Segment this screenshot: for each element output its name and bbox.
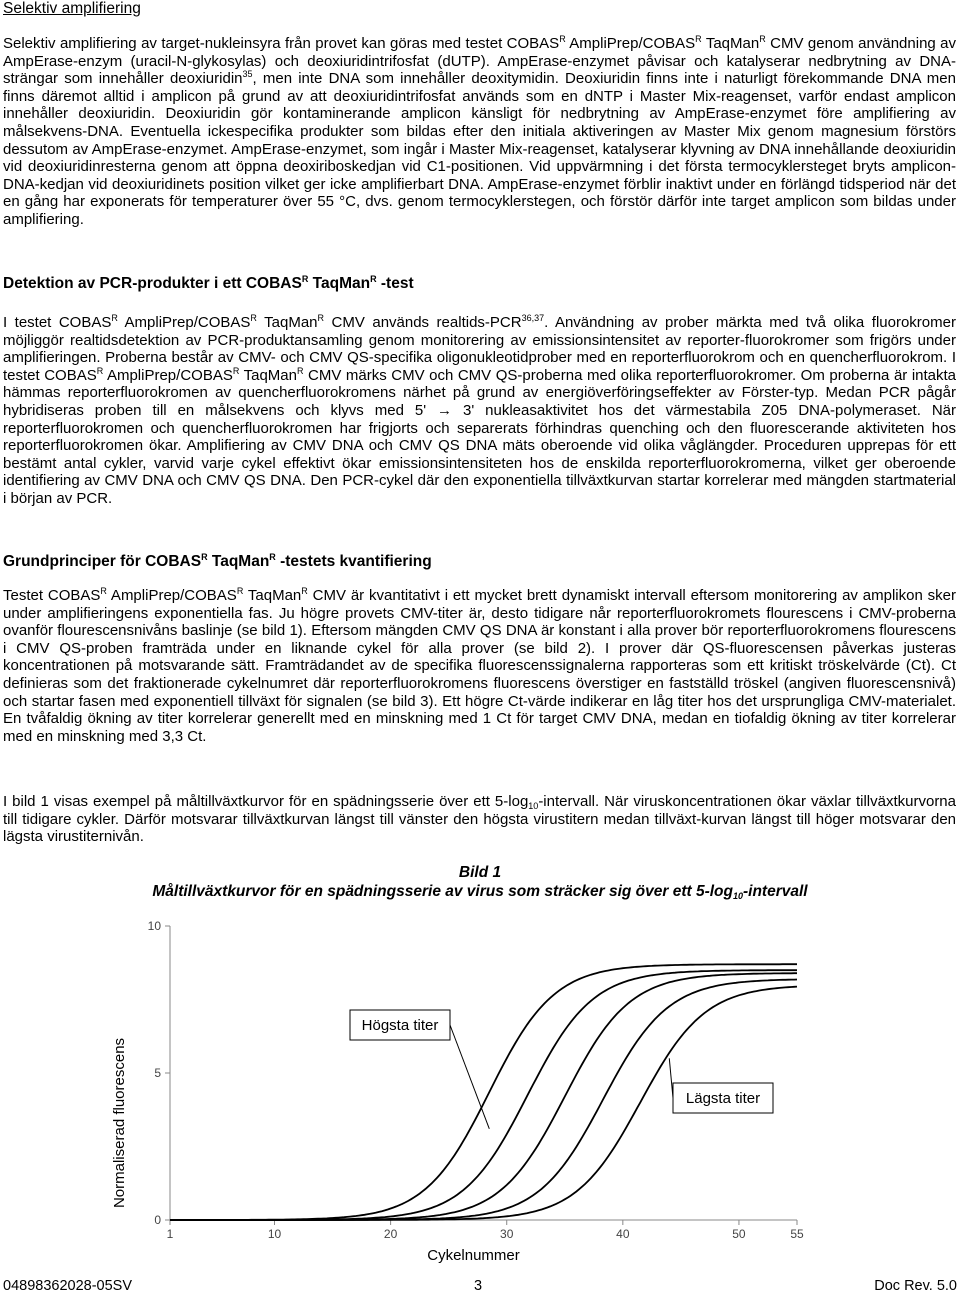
x-tick-label: 40 xyxy=(616,1227,630,1241)
figure-caption: Måltillväxtkurvor för en spädningsserie av virus som sträcker sig över ett $5-\log_{10}$-intervall xyxy=(152,883,808,901)
x-tick-label: 55 xyxy=(790,1227,804,1241)
growth-curve-chart xyxy=(0,910,960,1270)
arrow-icon: → xyxy=(437,401,453,419)
x-tick-label: 20 xyxy=(383,1227,398,1241)
footer-page-number: 3 xyxy=(474,1278,483,1294)
x-tick-label: 50 xyxy=(732,1227,746,1241)
annotation-leader-1 xyxy=(450,1025,489,1129)
x-tick-label: 30 xyxy=(500,1227,514,1241)
annotation-label-1: Högsta titer xyxy=(361,1017,439,1034)
x-tick-label: 10 xyxy=(267,1227,282,1241)
annotation-label-2: Lägsta titer xyxy=(685,1090,761,1107)
y-tick-label: 10 xyxy=(147,919,161,933)
paragraph-selective-amplification: Selektiv amplifiering av target-nukleinsyra från provet kan göras med testet $COBAS^R$ AmpliPrep/$COBAS^R$ TaqMan$^R$ CMV genom användning av AmpErase-enzym (uracil-N-glykosylas) och deoxiuridintrifosfat (dUTP). AmpErase-enzymet påvisar och katalyserar nedbrytning av DNA-strängar som innehåller deoxiuridin$^{35}$, men inte DNA som innehåller deoxitymidin. Deoxiuridin finns inte i naturligt förekommande DNA men finns däremot alltid i amplicon på grund av att deoxiuridintrifosfat används som en dNTP i Master Mix-reagenset, varför endast amplicon innehåller deoxiuridin. Deoxiuridin gör kontaminerande amplicon känsligt för nedbrytning av AmpErase-enzymet före amplifiering av målsekvens-DNA. Eventuella ickespecifika produkter som bildas efter den initiala aktiveringen av Master Mix genom magnesium förstörs dessutom av AmpErase-enzymet. AmpErase-enzymet, som ingår i Master Mix-reagenset, katalyserar klyvning av DNA innehållande deoxiuridin vid deoxiuridinresterna genom att öppna deoxiriboskedjan vid C1-positionen. Vid uppvärmning i det första termocyklersteget bryts amplicon-DNA-kedjan vid deoxiuridinets position vilket ger icke amplifierbart DNA. AmpErase-enzymet förblir inaktivt under en förlängd tidsperiod när det en gång har exponerats för temperaturer över 55 °C, dvs. genom termocyklerstegen, och förstör därför inte target amplicon som bildas under amplifiering. xyxy=(3,34,957,228)
footer-revision: Doc Rev. 5.0 xyxy=(874,1278,957,1294)
x-tick-label: 1 xyxy=(166,1227,174,1241)
y-tick-label: 5 xyxy=(154,1066,161,1080)
paragraph-figure-intro: I bild 1 visas exempel på måltillväxtkurvor för en spädningsserie över ett $5-\log_{10}$-intervall. När viruskoncentrationen ökar växlar tillväxtkurvorna till tidigare cykler. Därför motsvarar tillväxtkurvan längst till vänster den högsta virustitern medan tillväxt-kurvan längst till höger motsvarar den lägsta virustiternivån. xyxy=(3,793,956,846)
figure-label: Bild 1 xyxy=(458,864,502,881)
section-header: Selektiv amplifiering xyxy=(3,0,141,17)
footer-doc-number: 04898362028-05SV xyxy=(3,1278,133,1294)
paragraph-quantification: Testet $COBAS^R$ AmpliPrep/$COBAS^R$ TaqMan$^R$ CMV är kvantitativt i ett mycket brett dynamiskt intervall eftersom monitorering av amplikon sker under amplifieringens exponentiella fas. Ju högre provets CMV-titer är, desto tidigare når reporterfluorokromets flourescens i CMV-proberna ovanför flourescensnivåns baslinje (se bild 1). Eftersom mängden CMV QS DNA är konstant i alla prover bör reporterfluorokromens flourescens i CMV QS-proben framträda under en liknande cykel för alla prover (se bild 2). I prover där QS-fluorescensen påverkas justeras koncentrationen på motsvarande sätt. Framträdandet av de specifika fluorescenssignalerna rapporteras som ett kritiskt tröskelvärde (Ct). Ct definieras som det fraktionerade cykelnumret där reporterfluorokromens fluorescens överstiger en fastställd tröskel (angiven fluorescensnivå) och startar fasen med exponentiell tillväxt för signalen (se bild 3). Ett högre Ct-värde indikerar en låg titer hos det ursprungliga CMV-materialet. En tvåfaldig ökning av titer korrelerar generellt med en minskning med 1 Ct för target CMV DNA, medan en tiofaldig ökning av titer korrelerar med en minskning med 3,3 Ct. xyxy=(3,586,956,745)
heading-quantification: Grundprinciper för $COBAS^R$ TaqMan$^R$ -testets kvantifiering xyxy=(3,552,432,570)
y-axis-label: Normaliserad fluorescens xyxy=(111,1037,128,1209)
annotation-leader-2 xyxy=(669,1058,673,1098)
heading-pcr-detection: Detektion av PCR-produkter i ett $COBAS^R$ TaqMan$^R$ -test xyxy=(3,274,414,292)
y-tick-label: 0 xyxy=(154,1213,161,1227)
x-axis-label: Cykelnummer xyxy=(427,1247,520,1264)
paragraph-pcr-detection: I testet $COBAS^R$ AmpliPrep/$COBAS^R$ TaqMan$^R$ CMV används realtids-PCR$^{36,37}$. Användning av prober märkta med två olika fluorokromer möjliggör realtidsdetektion av PCR-produktansamling genom monitorering av emissionsintensitet av reporter-fluorokromer som frigörs under amplifieringen. Proberna består av CMV- och CMV QS-specifika oligonukleotidprober med en reporterfluorokrom och en quencherfluorokrom. I testet $COBAS^R$ AmpliPrep/$COBAS^R$ TaqMan$^R$ CMV märks CMV och CMV QS-proberna med olika reporterfluorokromer. Om proberna är intakta hämmas reporterfluorokromen av quencherfluorokromens närhet på grund av energiöverföringseffekter av Förster-typ. Medan PCR pågår hybridiseras proben till en målsekvens och klyvs med 5' → 3' nukleasaktivitet hos det värmestabila Z05 DNA-polymeraset. När reporterfluorokromen och quencherfluorokromen har frigjorts och separerats förhindras quenching och den fluorescerande aktiviteten hos reporterfluorokromen ökar. Amplifiering av CMV DNA och CMV QS DNA mäts oberoende vid olika våglängder. Proceduren upprepas för ett bestämt antal cykler, varvid varje cykel effektivt ökar emissionsintensiteten hos de enskilda reporterfluorokromerna, vilket ger oberoende identifiering av CMV DNA och CMV QS DNA. Den PCR-cykel där den exponentiella tillväxtkurvan startar korrelerar med mängden startmaterial i början av PCR. xyxy=(3,313,957,507)
